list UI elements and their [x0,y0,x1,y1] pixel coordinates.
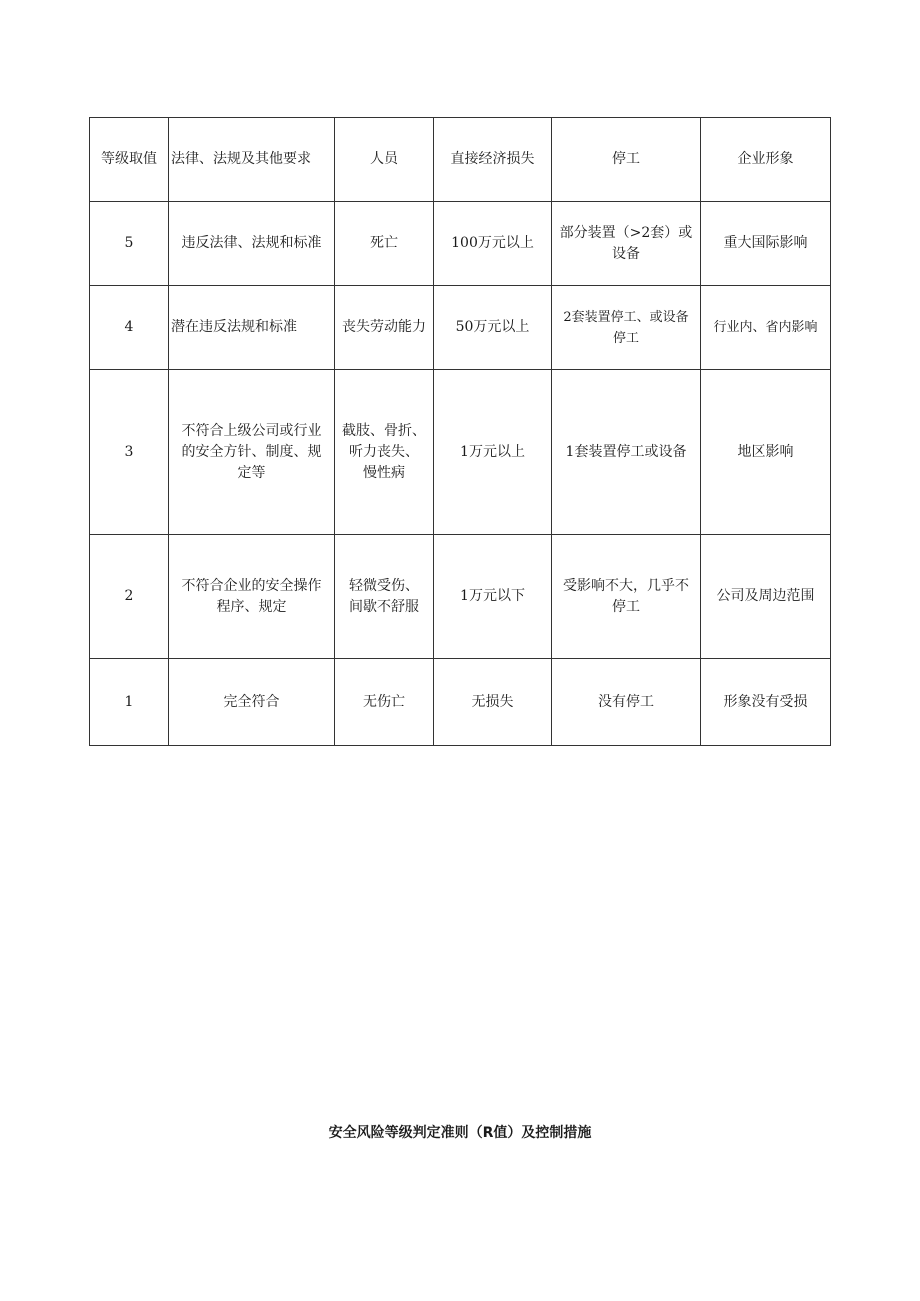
table-cell: 50万元以上 [434,286,552,370]
table-cell: 受影响不大，几乎不 停工 [552,535,701,659]
table-cell: 2 [90,535,169,659]
risk-grade-table [89,117,831,746]
table-cell: 2套装置停工、或设备 停工 [552,286,701,370]
table-cell: 潜在违反法规和标准 [169,286,335,370]
table-cell: 重大国际影响 [701,202,831,286]
header-cell-law: 法律、法规及其他要求 [169,118,335,202]
header-cell-economic-loss: 直接经济损失 [434,118,552,202]
table-cell: 100万元以上 [434,202,552,286]
header-cell-shutdown: 停工 [552,118,701,202]
table-cell: 无损失 [434,659,552,746]
table-cell: 不符合企业的安全操作 程序、规定 [169,535,335,659]
table-cell: 3 [90,370,169,535]
table-row [90,659,831,746]
table-header-row [90,118,831,202]
table-cell: 形象没有受损 [701,659,831,746]
table-cell: 公司及周边范围 [701,535,831,659]
table-cell: 1 [90,659,169,746]
table-cell: 地区影响 [701,370,831,535]
table-cell: 死亡 [335,202,434,286]
table-cell: 丧失劳动能力 [335,286,434,370]
table-cell: 不符合上级公司或行业 的安全方针、制度、规 定等 [169,370,335,535]
table-cell: 轻微受伤、 间歇不舒服 [335,535,434,659]
table-cell: 截肢、骨折、 听力丧失、 慢性病 [335,370,434,535]
table-cell: 1套装置停工或设备 [552,370,701,535]
header-cell-grade: 等级取值 [90,118,169,202]
header-cell-image: 企业形象 [701,118,831,202]
table-cell: 1万元以上 [434,370,552,535]
header-cell-personnel: 人员 [335,118,434,202]
table-cell: 5 [90,202,169,286]
table-row [90,286,831,370]
table-row [90,370,831,535]
table-cell: 没有停工 [552,659,701,746]
table-cell: 部分装置（>2套）或 设备 [552,202,701,286]
table-cell: 违反法律、法规和标准 [169,202,335,286]
table-cell: 4 [90,286,169,370]
section-caption: 安全风险等级判定准则（R值）及控制措施 [328,1125,592,1141]
table-cell: 无伤亡 [335,659,434,746]
table-cell: 1万元以下 [434,535,552,659]
table-row [90,202,831,286]
table-cell: 完全符合 [169,659,335,746]
table-row [90,535,831,659]
table-cell: 行业内、省内影响 [701,286,831,370]
